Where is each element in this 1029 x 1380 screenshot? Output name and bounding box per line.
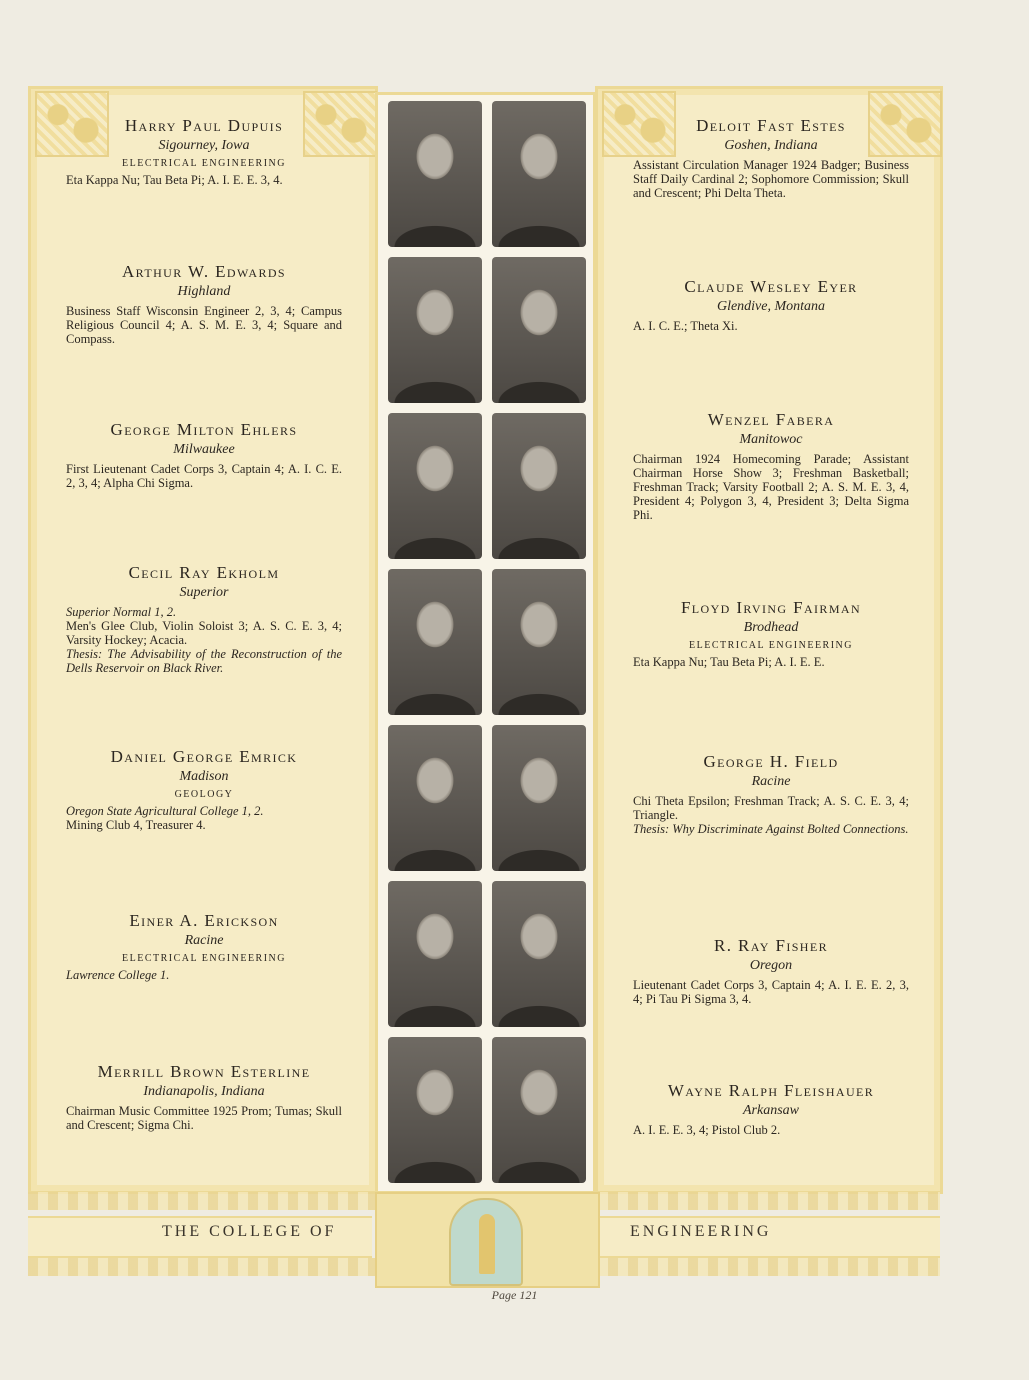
detail-line: Business Staff Wisconsin Engineer 2, 3, 4; Campus Religious Council 4; A. S. M. E. 3, 4; Square and Compass. [66,304,342,346]
footer-left-label: THE COLLEGE OF [162,1223,337,1240]
portrait-photo [492,1037,586,1183]
portrait-strip [375,92,596,1194]
student-name: Claude Wesley Eyer [684,277,858,296]
student-details [66,462,342,490]
student-hometown: Oregon [749,958,793,973]
detail-line: Assistant Circulation Manager 1924 Badger; Business Staff Daily Cardinal 2; Sophomore Commission; Skull and Crescent; Phi Delta Theta. [633,158,909,200]
detail-line: Thesis: Why Discriminate Against Bolted Connections. [633,822,909,836]
student-details [633,319,909,333]
student-hometown: Highland [177,284,231,299]
detail-line: A. I. E. E. 3, 4; Pistol Club 2. [633,1123,781,1137]
detail-line: Superior Normal 1, 2. [66,605,177,619]
student-name: George H. Field [703,752,839,771]
student-name: Floyd Irving Fairman [680,598,862,617]
student-details [633,978,909,1006]
student-entry [66,116,342,187]
student-details [66,968,342,982]
student-name: Daniel George Emrick [110,747,298,766]
emblem-icon [449,1198,523,1286]
detail-line: Mining Club 4, Treasurer 4. [66,818,206,832]
student-entry [633,936,909,1006]
detail-line: Chairman 1924 Homecoming Parade; Assistant Chairman Horse Show 3; Freshman Basketball; Freshman Track; Varsity Football 2; A. S. M. E. 3, 4, President 4; Polygon 3, 4, President 3; Delta Sigma Phi. [633,452,909,522]
student-entry [66,420,342,490]
footer-band [28,1192,940,1284]
detail-line: Eta Kappa Nu; Tau Beta Pi; A. I. E. E. 3, 4. [66,173,283,187]
student-name: Einer A. Erickson [129,911,279,930]
student-entry [66,911,342,982]
student-department: ELECTRICAL ENGINEERING [689,640,853,651]
student-name: Wenzel Fabera [707,410,835,429]
detail-line: Lieutenant Cadet Corps 3, Captain 4; A. I. E. E. 2, 3, 4; Pi Tau Pi Sigma 3, 4. [633,978,909,1006]
portrait-photo [492,257,586,403]
portrait-photo [388,257,482,403]
footer-emblem-panel [375,1192,600,1288]
student-hometown: Glendive, Montana [716,299,826,314]
student-details [633,794,909,836]
portrait-photo [492,413,586,559]
portrait-photo [388,101,482,247]
student-entry [633,1081,909,1137]
page-number: Page 121 [491,1288,538,1302]
student-name: Cecil Ray Ekholm [128,563,280,582]
detail-line: Chi Theta Epsilon; Freshman Track; A. S. C. E. 3, 4; Triangle. [633,794,909,822]
student-entry [633,598,909,669]
student-entry [66,1062,342,1132]
student-hometown: Arkansaw [743,1103,799,1118]
student-department: GEOLOGY [174,789,234,800]
student-hometown: Indianapolis, Indiana [143,1084,265,1099]
student-name: R. Ray Fisher [714,936,828,955]
student-name: Deloit Fast Estes [696,116,846,135]
student-details [66,804,342,832]
portrait-photo [388,725,482,871]
detail-line: Thesis: The Advisability of the Reconstruction of the Dells Reservoir on Black River. [66,647,342,675]
student-department: ELECTRICAL ENGINEERING [122,953,286,964]
student-details [633,452,909,522]
student-details [66,173,342,187]
student-hometown: Brodhead [743,620,799,635]
student-entry [633,116,909,200]
portrait-photo [492,101,586,247]
student-hometown: Milwaukee [173,442,235,457]
student-entry [633,752,909,836]
portrait-photo [492,881,586,1027]
student-details [633,655,909,669]
student-details [633,1123,909,1137]
portrait-photo [492,569,586,715]
detail-line: Lawrence College 1. [66,968,170,982]
student-entry [633,277,909,333]
student-hometown: Madison [179,769,229,784]
student-hometown: Racine [184,933,224,948]
student-name: George Milton Ehlers [110,420,298,439]
statue-icon [479,1214,495,1274]
student-hometown: Manitowoc [739,432,803,447]
portrait-photo [388,1037,482,1183]
detail-line: Men's Glee Club, Violin Soloist 3; A. S. C. E. 3, 4; Varsity Hockey; Acacia. [66,619,342,647]
student-name: Merrill Brown Esterline [97,1062,311,1081]
student-details [66,304,342,346]
detail-line: First Lieutenant Cadet Corps 3, Captain 4; A. I. C. E. 2, 3, 4; Alpha Chi Sigma. [66,462,342,490]
footer-right-label: ENGINEERING [630,1223,772,1240]
student-department: ELECTRICAL ENGINEERING [122,158,286,169]
student-entry [633,410,909,522]
detail-line: Eta Kappa Nu; Tau Beta Pi; A. I. E. E. [633,655,825,669]
student-hometown: Racine [751,774,791,789]
student-hometown: Goshen, Indiana [724,138,818,153]
portrait-photo [492,725,586,871]
portrait-photo [388,413,482,559]
student-entry [66,563,342,675]
student-details [66,1104,342,1132]
detail-line: A. I. C. E.; Theta Xi. [633,319,738,333]
student-hometown: Sigourney, Iowa [158,138,250,153]
student-name: Arthur W. Edwards [121,262,286,281]
student-name: Wayne Ralph Fleishauer [667,1081,875,1100]
student-entry [66,262,342,346]
detail-line: Chairman Music Committee 1925 Prom; Tumas; Skull and Crescent; Sigma Chi. [66,1104,342,1132]
student-name: Harry Paul Dupuis [124,116,284,135]
student-entry [66,747,342,832]
detail-line: Oregon State Agricultural College 1, 2. [66,804,264,818]
student-details [66,605,342,675]
portrait-photo [388,569,482,715]
portrait-photo [388,881,482,1027]
student-hometown: Superior [179,585,229,600]
student-details [633,158,909,200]
